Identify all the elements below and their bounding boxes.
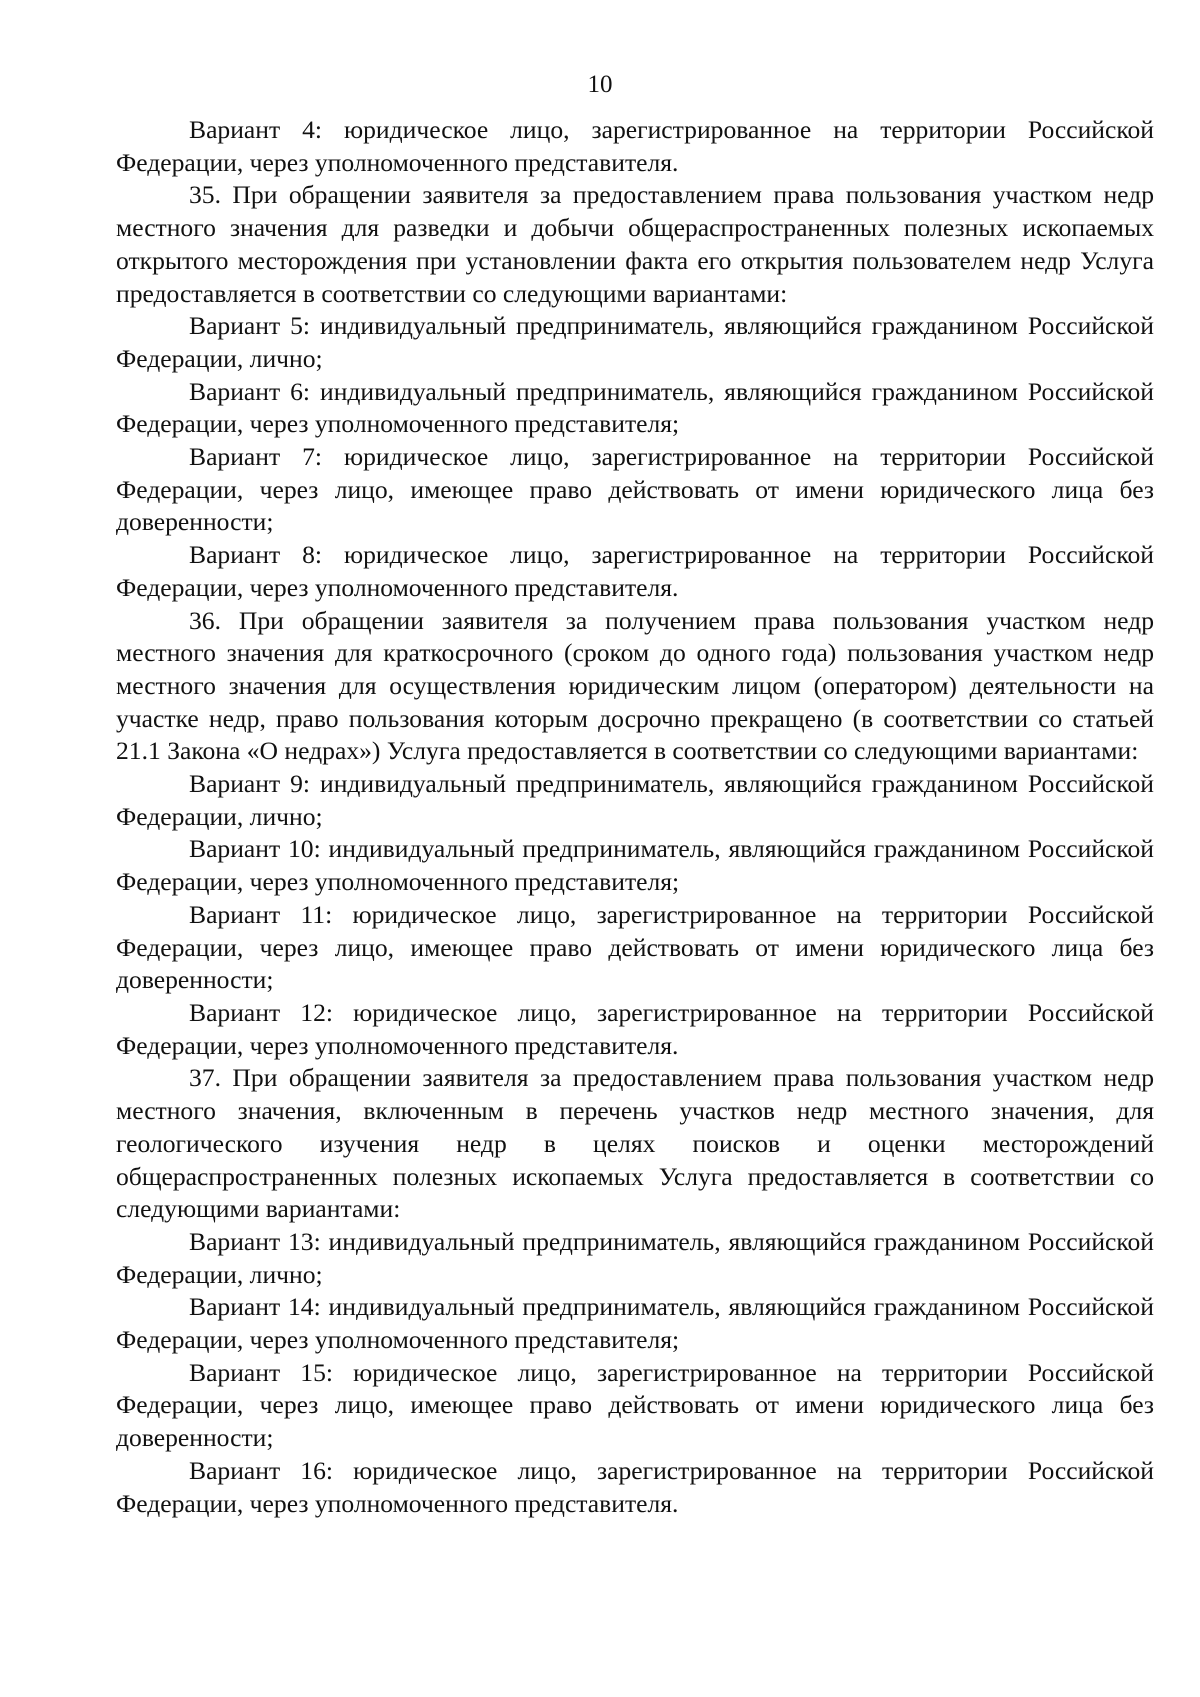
paragraph-variant-16: Вариант 16: юридическое лицо, зарегистрированное на территории Российской Федерации, через уполномоченного представителя. <box>116 1455 1154 1518</box>
paragraph-clause-36: 36. При обращении заявителя за получением права пользования участком недр местного значения для краткосрочного (сроком до одного года) пользования участком недр местного значения для осуществления юридическим лицом (оператором) деятельности на участке недр, право пользования которым досрочно прекращено (в соответствии со статьей 21.1 Закона «О недрах») Услуга предоставляется в соответствии со следующими вариантами: <box>116 605 1154 766</box>
paragraph-variant-7: Вариант 7: юридическое лицо, зарегистрированное на территории Российской Федерации, через лицо, имеющее право действовать от имени юридического лица без доверенности; <box>116 442 1154 537</box>
paragraph-variant-8: Вариант 8: юридическое лицо, зарегистрированное на территории Российской Федерации, через уполномоченного представителя. <box>116 540 1154 602</box>
paragraph-variant-13: Вариант 13: индивидуальный предприниматель, являющийся гражданином Российской Федерации, лично; <box>116 1226 1154 1289</box>
paragraph-clause-37: 37. При обращении заявителя за предоставлением права пользования участком недр местного значения, включенным в перечень участков недр местного значения, для геологического изучения недр в целях поисков и оценки месторождений общераспространенных полезных ископаемых Услуга предоставляется в соответствии со следующими вариантами: <box>116 1063 1154 1224</box>
paragraph-variant-5: Вариант 5: индивидуальный предприниматель, являющийся гражданином Российской Федерации, лично; <box>116 311 1154 373</box>
document-body <box>116 114 1154 1520</box>
paragraph-variant-6: Вариант 6: индивидуальный предприниматель, являющийся гражданином Российской Федерации, через уполномоченного представителя; <box>116 376 1154 439</box>
page-number: 10 <box>587 71 613 98</box>
paragraph-variant-15: Вариант 15: юридическое лицо, зарегистрированное на территории Российской Федерации, через лицо, имеющее право действовать от имени юридического лица без доверенности; <box>116 1357 1154 1453</box>
paragraph-variant-9: Вариант 9: индивидуальный предприниматель, являющийся гражданином Российской Федерации, лично; <box>116 769 1154 831</box>
paragraph-variant-10: Вариант 10: индивидуальный предприниматель, являющийся гражданином Российской Федерации, через уполномоченного представителя; <box>116 834 1154 897</box>
paragraph-variant-14: Вариант 14: индивидуальный предприниматель, являющийся гражданином Российской Федерации, через уполномоченного представителя; <box>116 1292 1154 1355</box>
paragraph-variant-12: Вариант 12: юридическое лицо, зарегистрированное на территории Российской Федерации, через уполномоченного представителя. <box>116 997 1154 1060</box>
paragraph-variant-4: Вариант 4: юридическое лицо, зарегистрированное на территории Российской Федерации, через уполномоченного представителя. <box>116 115 1154 177</box>
paragraph-clause-35: 35. При обращении заявителя за предоставлением права пользования участком недр местного значения для разведки и добычи общераспространенных полезных ископаемых открытого месторождения при установлении факта его открытия пользователем недр Услуга предоставляется в соответствии со следующими вариантами: <box>116 180 1154 308</box>
paragraph-variant-11: Вариант 11: юридическое лицо, зарегистрированное на территории Российской Федерации, через лицо, имеющее право действовать от имени юридического лица без доверенности; <box>116 899 1154 995</box>
